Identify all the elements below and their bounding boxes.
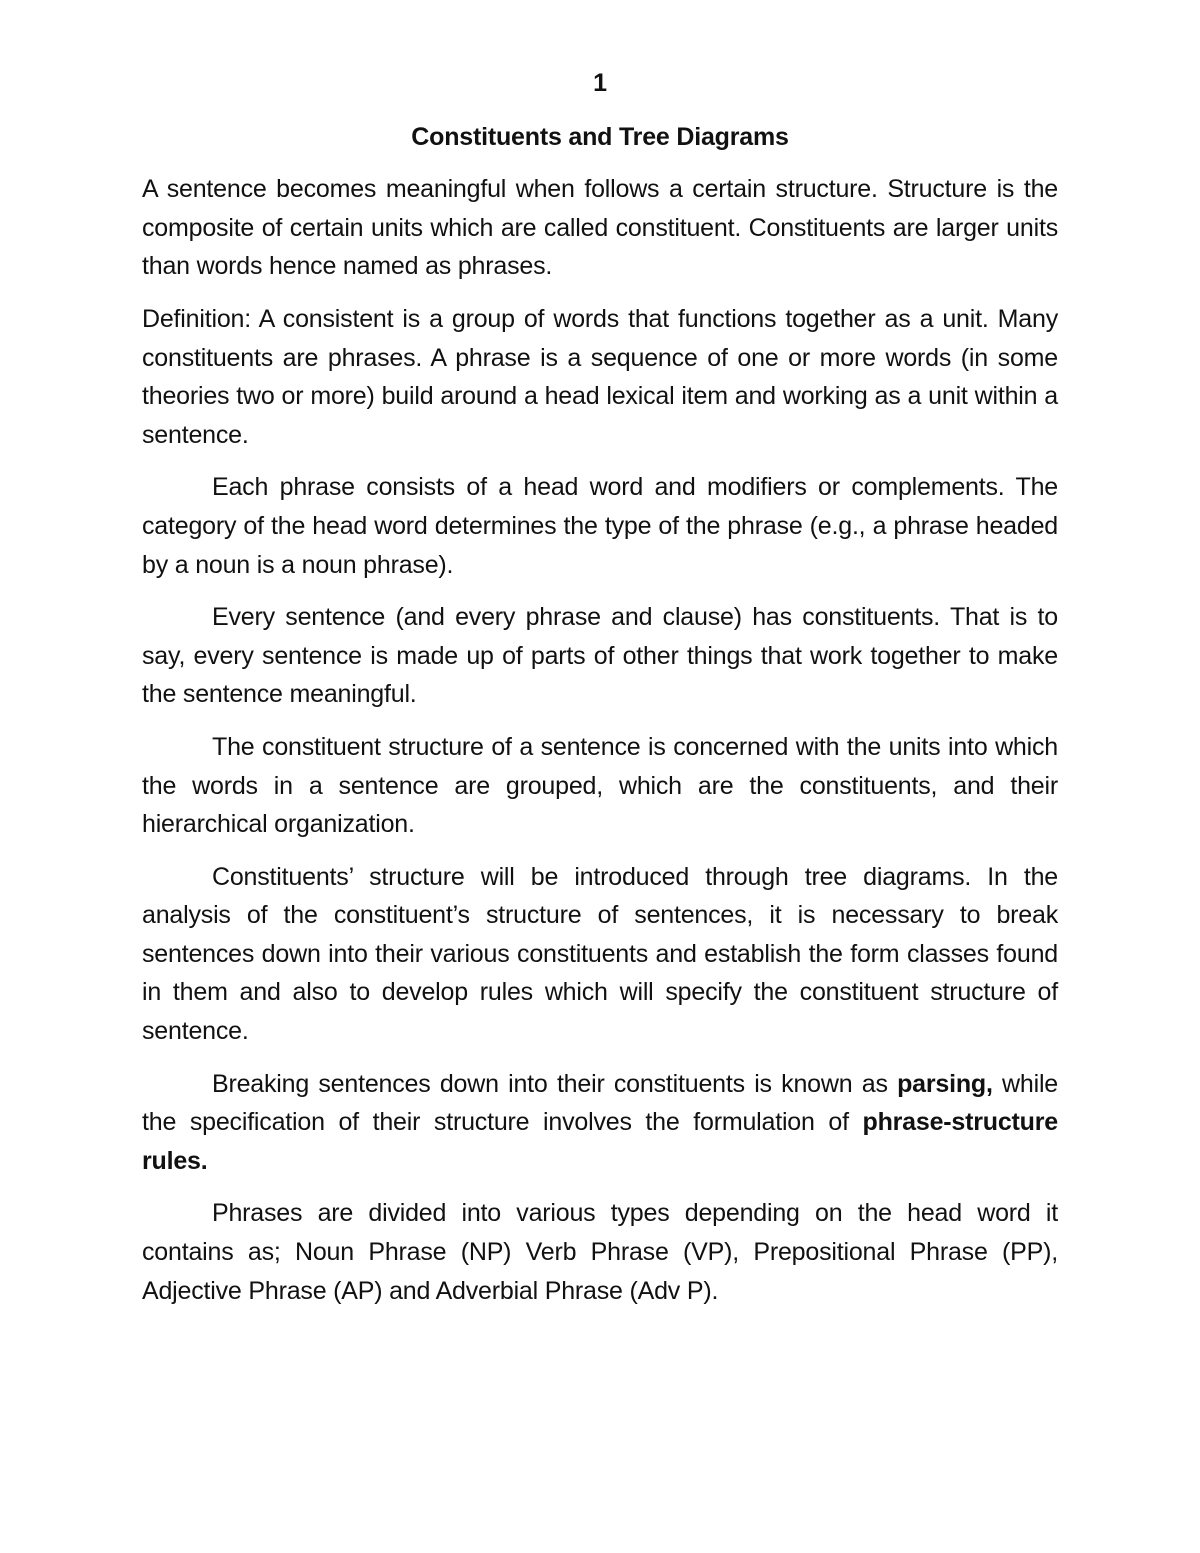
paragraph-parsing <box>142 1065 1058 1181</box>
paragraph-phrase-head: Each phrase consists of a head word and modifiers or complements. The category of the head word determines the type of the phrase (e.g., a phrase headed by a noun is a noun phrase). <box>142 473 1058 579</box>
parsing-term: parsing, <box>897 1069 993 1098</box>
document-title: Constituents and Tree Diagrams <box>411 122 789 151</box>
parsing-text-2: while the specification of their structure involves the formulation of <box>142 1069 1058 1137</box>
page-number: 1 <box>593 69 607 97</box>
paragraph-definition: Definition: A consistent is a group of words that functions together as a unit. Many constituents are phrases. A phrase is a sequence of one or more words (in some theories two or more) build around a head lexical item and working as a unit within a sentence. <box>142 304 1058 449</box>
paragraph-phrase-types: Phrases are divided into various types depending on the head word it contains as; Noun Phrase (NP) Verb Phrase (VP), Prepositional Phrase (PP), Adjective Phrase (AP) and Adverbial Phrase (Adv P). <box>142 1199 1058 1305</box>
phrase-structure-rules-term: phrase-structure rules. <box>142 1108 1058 1175</box>
paragraph-every-sentence: Every sentence (and every phrase and clause) has constituents. That is to say, every sentence is made up of parts of other things that work together to make the sentence meaningful. <box>142 603 1058 709</box>
paragraph-intro: A sentence becomes meaningful when follows a certain structure. Structure is the composite of certain units which are called constituent. Constituents are larger units than words hence named as phrases. <box>142 175 1058 281</box>
paragraph-tree-diagrams: Constituents’ structure will be introduced through tree diagrams. In the analysis of the constituent’s structure of sentences, it is necessary to break sentences down into their various constituents and establish the form classes found in them and also to develop rules which will specify the constituent structure of sentence. <box>142 862 1058 1046</box>
paragraph-constituent-structure: The constituent structure of a sentence is concerned with the units into which the words in a sentence are grouped, which are the constituents, and their hierarchical organization. <box>142 732 1058 839</box>
document-page <box>142 64 1058 1324</box>
parsing-text-1: Breaking sentences down into their constituents is known as <box>212 1069 898 1098</box>
